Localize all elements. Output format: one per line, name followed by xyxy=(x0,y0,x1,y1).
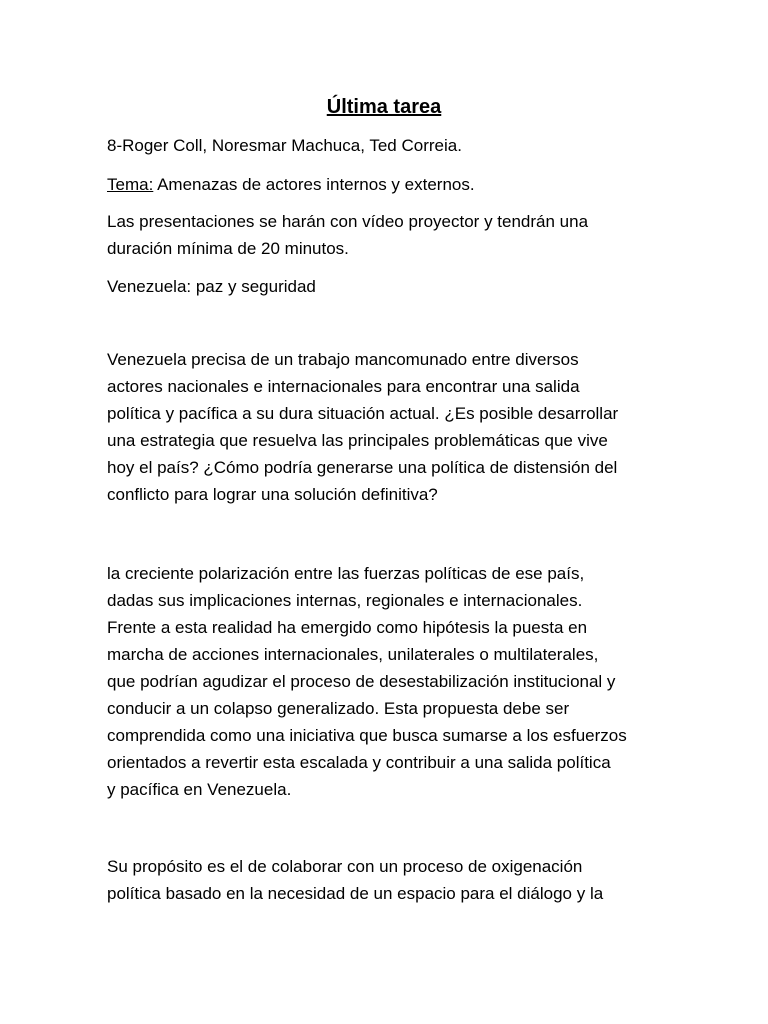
paragraph-line: Su propósito es el de colaborar con un proceso de oxigenación xyxy=(107,857,583,876)
topic-value: Amenazas de actores internos y externos. xyxy=(153,175,475,194)
paragraph-1 xyxy=(107,346,667,508)
paragraph-line: Venezuela precisa de un trabajo mancomunado entre diversos xyxy=(107,350,579,369)
paragraph-line: política basado en la necesidad de un espacio para el diálogo y la xyxy=(107,884,604,903)
presentation-paragraph xyxy=(107,208,667,262)
paragraph-line: conflicto para lograr una solución definitiva? xyxy=(107,485,438,504)
group-members: 8-Roger Coll, Noresmar Machuca, Ted Correia. xyxy=(107,136,462,155)
paragraph-line: y pacífica en Venezuela. xyxy=(107,780,292,799)
paragraph-line: actores nacionales e internacionales para encontrar una salida xyxy=(107,377,580,396)
paragraph-line: política y pacífica a su dura situación actual. ¿Es posible desarrollar xyxy=(107,404,619,423)
topic-line xyxy=(107,171,667,198)
paragraph-line: Frente a esta realidad ha emergido como hipótesis la puesta en xyxy=(107,618,588,637)
paragraph-line: dadas sus implicaciones internas, regionales e internacionales. xyxy=(107,591,583,610)
paragraph-line: que podrían agudizar el proceso de desestabilización institucional y xyxy=(107,672,616,691)
paragraph-line: conducir a un colapso generalizado. Esta propuesta debe ser xyxy=(107,699,570,718)
paragraph-line: Las presentaciones se harán con vídeo proyector y tendrán una xyxy=(107,212,589,231)
paragraph-line: orientados a revertir esta escalada y contribuir a una salida política xyxy=(107,753,611,772)
document-title: Última tarea xyxy=(326,96,442,118)
paragraph-line: marcha de acciones internacionales, unilaterales o multilaterales, xyxy=(107,645,599,664)
paragraph-2 xyxy=(107,560,667,803)
paragraph-line: una estrategia que resuelva las principales problemáticas que vive xyxy=(107,431,608,450)
paragraph-line: la creciente polarización entre las fuerzas políticas de ese país, xyxy=(107,564,585,583)
topic-label: Tema: xyxy=(107,175,154,194)
paragraph-line: comprendida como una iniciativa que busca sumarse a los esfuerzos xyxy=(107,726,627,745)
paragraph-line: hoy el país? ¿Cómo podría generarse una política de distensión del xyxy=(107,458,618,477)
paragraph-3 xyxy=(107,853,667,907)
document-subtitle: Venezuela: paz y seguridad xyxy=(107,277,316,296)
paragraph-line: duración mínima de 20 minutos. xyxy=(107,239,349,258)
